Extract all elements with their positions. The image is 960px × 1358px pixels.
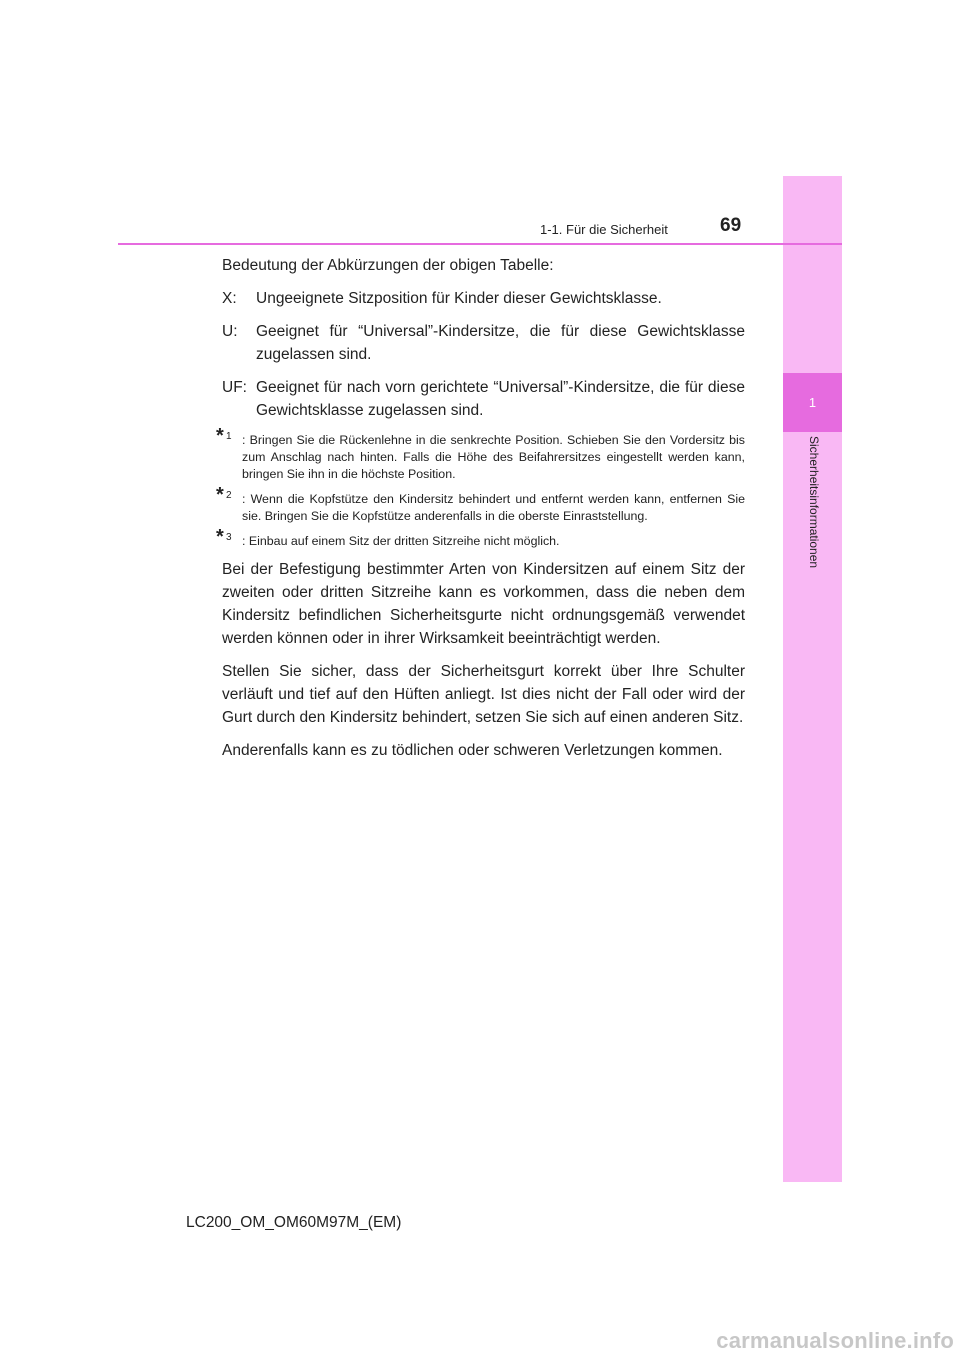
page-content <box>216 254 745 772</box>
watermark: carmanualsonline.info <box>716 1328 954 1353</box>
chapter-side-strip <box>783 176 842 1182</box>
chapter-label: Sicherheitsinformationen <box>807 436 821 569</box>
footnote-mark <box>216 425 242 483</box>
definition-key: U: <box>222 323 238 340</box>
definition-key: UF: <box>222 379 247 396</box>
definition-item <box>222 320 745 366</box>
definition-text: Ungeeignete Sitzposition für Kinder dieser Gewichtsklasse. <box>256 290 662 307</box>
chapter-label-container <box>783 436 842 586</box>
body-paragraph: Bei der Befestigung bestimmter Arten von Kindersitzen auf einem Sitz der zweiten oder dritten Sitzreihe kann es vorkommen, dass die neben dem Kindersitz befindlichen Sicherheitsgurte nicht ordnungsgemäß verwendet werden können oder in ihrer Wirksamkeit beeinträchtigt werden. <box>222 561 745 647</box>
definition-item <box>222 376 745 422</box>
chapter-number: 1 <box>808 395 817 410</box>
footnote <box>216 425 745 483</box>
footnote-mark <box>216 484 242 525</box>
footnote <box>216 526 745 550</box>
header-rule <box>118 243 842 245</box>
page-number: 69 <box>720 215 742 236</box>
footnote-text: : Wenn die Kopfstütze den Kindersitz behindert und entfernt werden kann, entfernen Sie sie. Bringen Sie die Kopfstütze anderenfalls in die oberste Einraststellung. <box>242 492 745 523</box>
section-title: 1-1. Für die Sicherheit <box>540 222 668 237</box>
document-code: LC200_OM_OM60M97M_(EM) <box>186 1214 402 1231</box>
chapter-tab <box>783 373 842 432</box>
definition-key: X: <box>222 290 237 307</box>
definition-item <box>222 287 745 310</box>
footnote-text: : Einbau auf einem Sitz der dritten Sitzreihe nicht möglich. <box>242 534 560 548</box>
definition-text: Geeignet für “Universal”-Kindersitze, die für diese Gewichtsklasse zugelassen sind. <box>256 323 745 363</box>
definition-text: Geeignet für nach vorn gerichtete “Universal”-Kindersitze, die für diese Gewichtsklasse zugelassen sind. <box>256 379 745 419</box>
footnote-mark <box>216 526 242 550</box>
footnote-text: : Bringen Sie die Rückenlehne in die senkrechte Position. Schieben Sie den Vordersitz bis zum Anschlag nach hinten. Falls die Höhe des Beifahrersitzes eingestellt werden kann, bringen Sie ihn in die höchste Position. <box>242 433 745 481</box>
footnote-number: 1 <box>226 431 232 442</box>
intro-text: Bedeutung der Abkürzungen der obigen Tabelle: <box>222 257 554 274</box>
footnote-star: * <box>216 425 224 447</box>
footnote-star: * <box>216 526 224 548</box>
footnote-star: * <box>216 484 224 506</box>
footnote-number: 3 <box>226 532 232 543</box>
body-paragraph: Anderenfalls kann es zu tödlichen oder schweren Verletzungen kommen. <box>222 742 723 759</box>
footnote-number: 2 <box>226 490 232 501</box>
footnote <box>216 484 745 525</box>
body-paragraph: Stellen Sie sicher, dass der Sicherheitsgurt korrekt über Ihre Schulter verläuft und tief auf den Hüften anliegt. Ist dies nicht der Fall oder wird der Gurt durch den Kindersitz behindert, setzen Sie sich auf einen anderen Sitz. <box>222 663 745 726</box>
